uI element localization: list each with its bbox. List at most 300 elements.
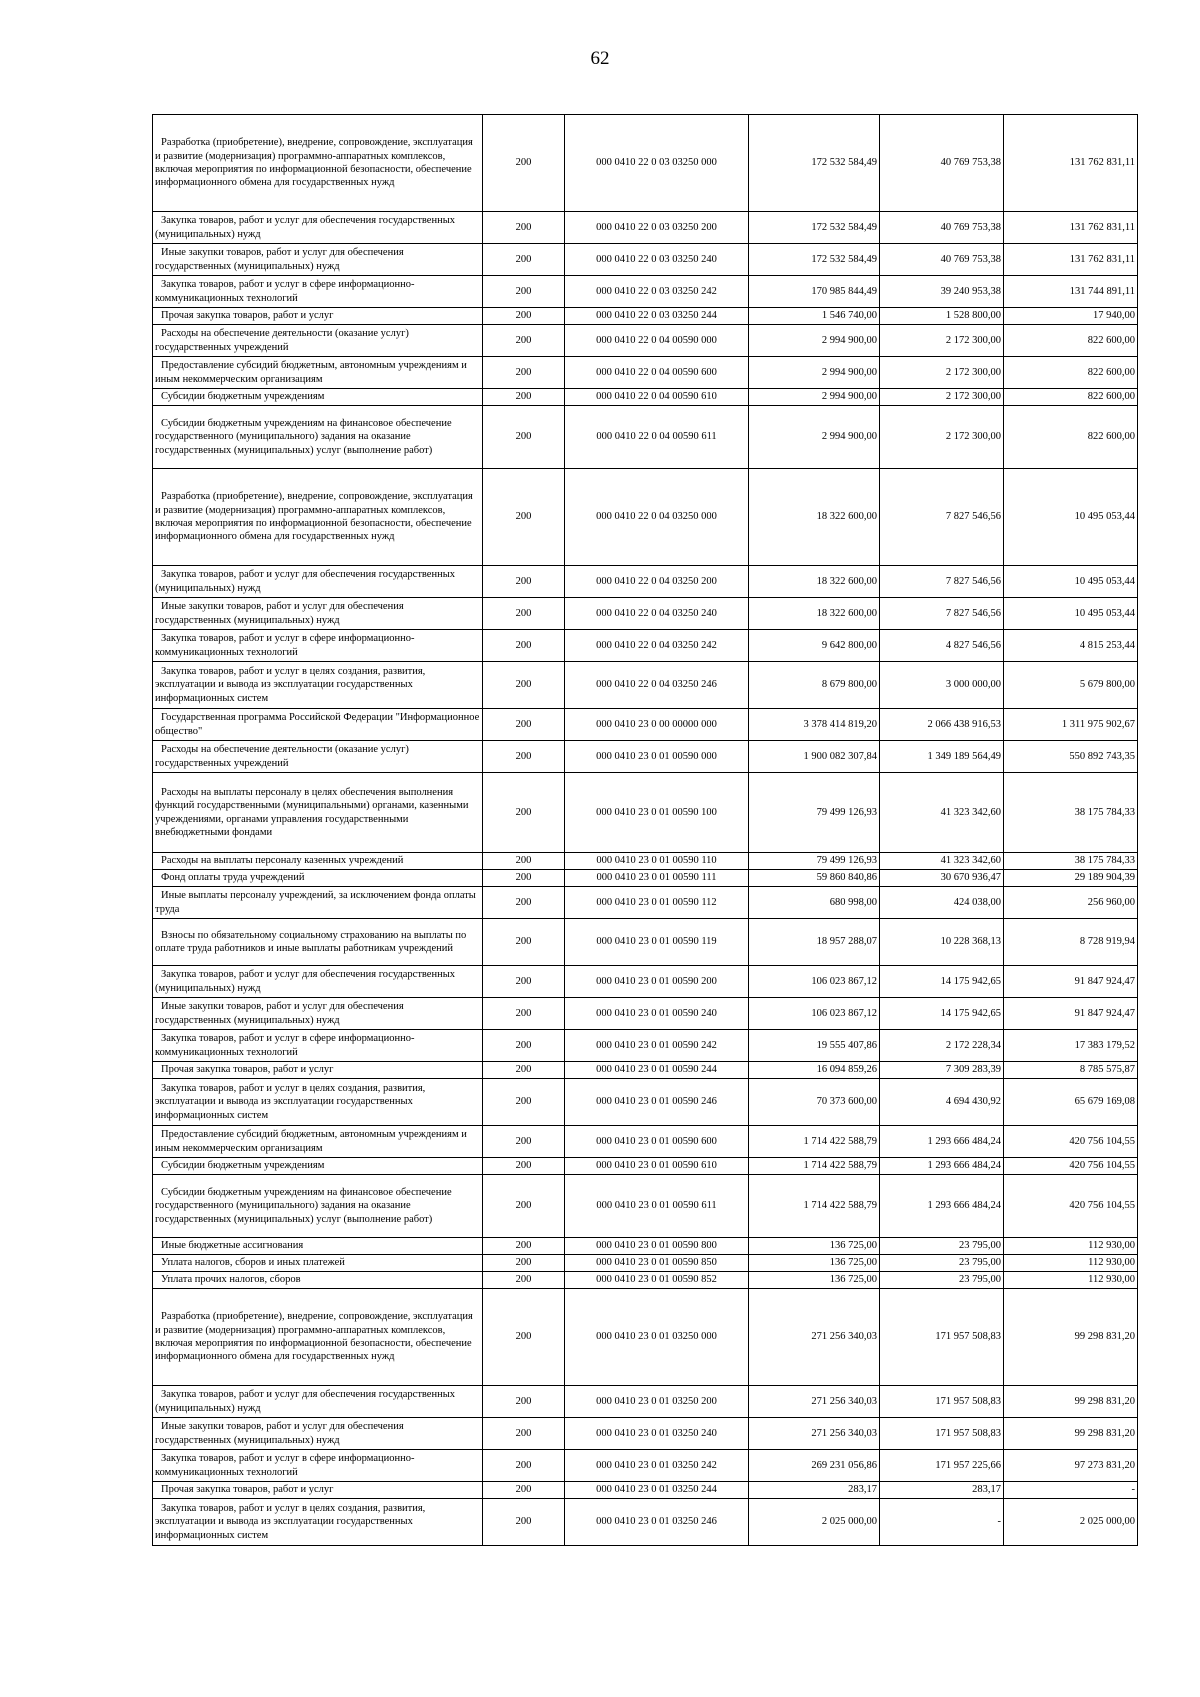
expense-name-text: Закупка товаров, работ и услуг в сфере информационно-коммуникационных технологий (155, 1453, 415, 1478)
expense-name-text: Уплата прочих налогов, сборов (161, 1274, 301, 1286)
expense-name-text: Иные бюджетные ассигнования (161, 1240, 304, 1252)
table-row (153, 919, 1138, 966)
unexecuted-amount-cell: 4 815 253,44 (1004, 630, 1138, 662)
expense-name-text: Закупка товаров, работ и услуг для обеспечения государственных (муниципальных) нужд (155, 569, 456, 594)
line-code-cell: 200 (483, 325, 565, 357)
approved-amount-cell: 136 725,00 (749, 1255, 880, 1272)
unexecuted-amount-cell: 99 298 831,20 (1004, 1418, 1138, 1450)
executed-amount-cell: 7 827 546,56 (880, 598, 1004, 630)
approved-amount-cell: 271 256 340,03 (749, 1418, 880, 1450)
table-row (153, 1062, 1138, 1079)
table-row (153, 630, 1138, 662)
expense-name-cell (153, 389, 483, 406)
table-row (153, 1289, 1138, 1386)
line-code-cell: 200 (483, 1062, 565, 1079)
budget-class-code-cell: 000 0410 23 0 01 03250 242 (565, 1450, 749, 1482)
executed-amount-cell: 2 172 228,34 (880, 1030, 1004, 1062)
line-code-cell: 200 (483, 887, 565, 919)
executed-amount-cell: 7 827 546,56 (880, 566, 1004, 598)
table-row (153, 1450, 1138, 1482)
expense-name-cell (153, 1272, 483, 1289)
line-code-cell: 200 (483, 1255, 565, 1272)
approved-amount-cell: 18 322 600,00 (749, 598, 880, 630)
line-code-cell: 200 (483, 1289, 565, 1386)
executed-amount-cell: 1 293 666 484,24 (880, 1126, 1004, 1158)
approved-amount-cell: 283,17 (749, 1482, 880, 1499)
budget-class-code-cell: 000 0410 23 0 01 00590 246 (565, 1079, 749, 1126)
approved-amount-cell: 269 231 056,86 (749, 1450, 880, 1482)
unexecuted-amount-cell: 29 189 904,39 (1004, 870, 1138, 887)
approved-amount-cell: 106 023 867,12 (749, 966, 880, 998)
unexecuted-amount-cell: 131 762 831,11 (1004, 244, 1138, 276)
line-code-cell: 200 (483, 709, 565, 741)
unexecuted-amount-cell: 550 892 743,35 (1004, 741, 1138, 773)
approved-amount-cell: 1 714 422 588,79 (749, 1158, 880, 1175)
line-code-cell: 200 (483, 406, 565, 469)
executed-amount-cell: 40 769 753,38 (880, 115, 1004, 212)
expense-name-text: Субсидии бюджетным учреждениям (161, 391, 325, 403)
expense-name-text: Субсидии бюджетным учреждениям (161, 1160, 325, 1172)
expense-name-text: Прочая закупка товаров, работ и услуг (161, 1484, 334, 1496)
unexecuted-amount-cell: 1 311 975 902,67 (1004, 709, 1138, 741)
table-row (153, 998, 1138, 1030)
expense-name-cell (153, 887, 483, 919)
line-code-cell: 200 (483, 1272, 565, 1289)
unexecuted-amount-cell: 91 847 924,47 (1004, 998, 1138, 1030)
expense-name-text: Уплата налогов, сборов и иных платежей (161, 1257, 345, 1269)
table-row (153, 389, 1138, 406)
unexecuted-amount-cell: 10 495 053,44 (1004, 598, 1138, 630)
line-code-cell: 200 (483, 773, 565, 853)
table-row (153, 966, 1138, 998)
approved-amount-cell: 9 642 800,00 (749, 630, 880, 662)
executed-amount-cell: 23 795,00 (880, 1255, 1004, 1272)
approved-amount-cell: 2 994 900,00 (749, 357, 880, 389)
expense-name-cell (153, 598, 483, 630)
line-code-cell: 200 (483, 741, 565, 773)
line-code-cell: 200 (483, 662, 565, 709)
budget-class-code-cell: 000 0410 22 0 04 03250 200 (565, 566, 749, 598)
budget-class-code-cell: 000 0410 22 0 04 00590 600 (565, 357, 749, 389)
expense-name-text: Расходы на обеспечение деятельности (оказание услуг) государственных учреждений (155, 328, 409, 353)
executed-amount-cell: 2 172 300,00 (880, 357, 1004, 389)
unexecuted-amount-cell: 5 679 800,00 (1004, 662, 1138, 709)
budget-class-code-cell: 000 0410 23 0 00 00000 000 (565, 709, 749, 741)
budget-class-code-cell: 000 0410 23 0 01 00590 800 (565, 1238, 749, 1255)
expense-name-cell (153, 1289, 483, 1386)
executed-amount-cell: 4 694 430,92 (880, 1079, 1004, 1126)
line-code-cell: 200 (483, 1030, 565, 1062)
executed-amount-cell: - (880, 1499, 1004, 1546)
unexecuted-amount-cell: 112 930,00 (1004, 1255, 1138, 1272)
unexecuted-amount-cell: 131 744 891,11 (1004, 276, 1138, 308)
table-row (153, 276, 1138, 308)
table-row (153, 1386, 1138, 1418)
table-row (153, 1482, 1138, 1499)
line-code-cell: 200 (483, 1482, 565, 1499)
budget-class-code-cell: 000 0410 23 0 01 03250 246 (565, 1499, 749, 1546)
executed-amount-cell: 1 293 666 484,24 (880, 1158, 1004, 1175)
line-code-cell: 200 (483, 1126, 565, 1158)
budget-class-code-cell: 000 0410 23 0 01 00590 200 (565, 966, 749, 998)
expense-name-text: Иные выплаты персоналу учреждений, за исключением фонда оплаты труда (155, 890, 476, 915)
budget-class-code-cell: 000 0410 23 0 01 03250 000 (565, 1289, 749, 1386)
executed-amount-cell: 14 175 942,65 (880, 998, 1004, 1030)
unexecuted-amount-cell: 97 273 831,20 (1004, 1450, 1138, 1482)
expense-name-text: Закупка товаров, работ и услуг для обеспечения государственных (муниципальных) нужд (155, 969, 456, 994)
unexecuted-amount-cell: 17 383 179,52 (1004, 1030, 1138, 1062)
line-code-cell: 200 (483, 1386, 565, 1418)
line-code-cell: 200 (483, 212, 565, 244)
executed-amount-cell: 39 240 953,38 (880, 276, 1004, 308)
executed-amount-cell: 171 957 508,83 (880, 1418, 1004, 1450)
expense-name-cell (153, 1126, 483, 1158)
approved-amount-cell: 2 994 900,00 (749, 389, 880, 406)
table-row (153, 1499, 1138, 1546)
expense-name-text: Разработка (приобретение), внедрение, сопровождение, эксплуатация и развитие (модернизация) программно-аппаратных комплексов, включая мероприятия по информационной безопасности, обеспечение информационного обмена для государственных нужд (155, 491, 473, 543)
expense-name-cell (153, 1418, 483, 1450)
executed-amount-cell: 41 323 342,60 (880, 853, 1004, 870)
executed-amount-cell: 23 795,00 (880, 1272, 1004, 1289)
expense-name-cell (153, 244, 483, 276)
approved-amount-cell: 1 714 422 588,79 (749, 1175, 880, 1238)
approved-amount-cell: 172 532 584,49 (749, 244, 880, 276)
expense-name-text: Иные закупки товаров, работ и услуг для обеспечения государственных (муниципальных) нужд (155, 601, 404, 626)
expense-name-cell (153, 1079, 483, 1126)
executed-amount-cell: 10 228 368,13 (880, 919, 1004, 966)
approved-amount-cell: 271 256 340,03 (749, 1289, 880, 1386)
table-row (153, 325, 1138, 357)
budget-class-code-cell: 000 0410 23 0 01 00590 000 (565, 741, 749, 773)
executed-amount-cell: 4 827 546,56 (880, 630, 1004, 662)
table-row (153, 1030, 1138, 1062)
expense-name-cell (153, 1030, 483, 1062)
expense-name-text: Фонд оплаты труда учреждений (161, 872, 305, 884)
budget-class-code-cell: 000 0410 22 0 04 03250 000 (565, 469, 749, 566)
expense-name-cell (153, 1386, 483, 1418)
line-code-cell: 200 (483, 853, 565, 870)
budget-class-code-cell: 000 0410 22 0 03 03250 242 (565, 276, 749, 308)
expense-name-cell (153, 325, 483, 357)
expense-name-cell (153, 566, 483, 598)
executed-amount-cell: 1 293 666 484,24 (880, 1175, 1004, 1238)
line-code-cell: 200 (483, 357, 565, 389)
table-row (153, 1238, 1138, 1255)
expense-name-text: Взносы по обязательному социальному страхованию на выплаты по оплате труда работников и иные выплаты работникам учреждений (155, 929, 467, 954)
table-row (153, 598, 1138, 630)
unexecuted-amount-cell: 65 679 169,08 (1004, 1079, 1138, 1126)
table-row (153, 1272, 1138, 1289)
table-row (153, 212, 1138, 244)
table-row (153, 1175, 1138, 1238)
unexecuted-amount-cell: 38 175 784,33 (1004, 773, 1138, 853)
line-code-cell: 200 (483, 998, 565, 1030)
expense-name-cell (153, 115, 483, 212)
page-number: 62 (590, 48, 610, 69)
executed-amount-cell: 23 795,00 (880, 1238, 1004, 1255)
approved-amount-cell: 18 957 288,07 (749, 919, 880, 966)
table-row (153, 1418, 1138, 1450)
expense-name-text: Закупка товаров, работ и услуг в сфере информационно-коммуникационных технологий (155, 1033, 415, 1058)
unexecuted-amount-cell: 2 025 000,00 (1004, 1499, 1138, 1546)
expense-name-cell (153, 1238, 483, 1255)
budget-class-code-cell: 000 0410 22 0 03 03250 000 (565, 115, 749, 212)
executed-amount-cell: 7 827 546,56 (880, 469, 1004, 566)
approved-amount-cell: 59 860 840,86 (749, 870, 880, 887)
expense-name-text: Закупка товаров, работ и услуг для обеспечения государственных (муниципальных) нужд (155, 1389, 456, 1414)
unexecuted-amount-cell: 17 940,00 (1004, 308, 1138, 325)
expense-name-cell (153, 357, 483, 389)
budget-class-code-cell: 000 0410 23 0 01 00590 112 (565, 887, 749, 919)
table-row (153, 566, 1138, 598)
approved-amount-cell: 170 985 844,49 (749, 276, 880, 308)
line-code-cell: 200 (483, 115, 565, 212)
approved-amount-cell: 106 023 867,12 (749, 998, 880, 1030)
unexecuted-amount-cell: 8 785 575,87 (1004, 1062, 1138, 1079)
table-row (153, 870, 1138, 887)
executed-amount-cell: 14 175 942,65 (880, 966, 1004, 998)
executed-amount-cell: 40 769 753,38 (880, 212, 1004, 244)
table-row (153, 115, 1138, 212)
line-code-cell: 200 (483, 1175, 565, 1238)
expense-name-cell (153, 662, 483, 709)
expense-name-text: Разработка (приобретение), внедрение, сопровождение, эксплуатация и развитие (модернизация) программно-аппаратных комплексов, включая мероприятия по информационной безопасности, обеспечение информационного обмена для государственных нужд (155, 1311, 473, 1363)
table-row (153, 469, 1138, 566)
budget-class-code-cell: 000 0410 22 0 04 03250 246 (565, 662, 749, 709)
expense-name-cell (153, 1450, 483, 1482)
approved-amount-cell: 79 499 126,93 (749, 853, 880, 870)
expense-name-text: Закупка товаров, работ и услуг в сфере информационно-коммуникационных технологий (155, 633, 415, 658)
executed-amount-cell: 41 323 342,60 (880, 773, 1004, 853)
expense-name-cell (153, 919, 483, 966)
table-row (153, 406, 1138, 469)
budget-class-code-cell: 000 0410 23 0 01 00590 242 (565, 1030, 749, 1062)
expense-name-cell (153, 630, 483, 662)
expense-name-text: Предоставление субсидий бюджетным, автономным учреждениям и иным некоммерческим организациям (155, 1129, 467, 1154)
line-code-cell: 200 (483, 870, 565, 887)
expense-name-cell (153, 1255, 483, 1272)
unexecuted-amount-cell: 822 600,00 (1004, 357, 1138, 389)
line-code-cell: 200 (483, 966, 565, 998)
unexecuted-amount-cell: 131 762 831,11 (1004, 115, 1138, 212)
unexecuted-amount-cell: 420 756 104,55 (1004, 1175, 1138, 1238)
approved-amount-cell: 680 998,00 (749, 887, 880, 919)
unexecuted-amount-cell: 99 298 831,20 (1004, 1289, 1138, 1386)
expense-name-cell (153, 1175, 483, 1238)
expense-name-cell (153, 1062, 483, 1079)
executed-amount-cell: 30 670 936,47 (880, 870, 1004, 887)
table-row (153, 773, 1138, 853)
budget-class-code-cell: 000 0410 23 0 01 00590 244 (565, 1062, 749, 1079)
table-row (153, 357, 1138, 389)
approved-amount-cell: 16 094 859,26 (749, 1062, 880, 1079)
unexecuted-amount-cell: 822 600,00 (1004, 406, 1138, 469)
unexecuted-amount-cell: 38 175 784,33 (1004, 853, 1138, 870)
table-row (153, 662, 1138, 709)
unexecuted-amount-cell: 420 756 104,55 (1004, 1158, 1138, 1175)
line-code-cell: 200 (483, 598, 565, 630)
line-code-cell: 200 (483, 1450, 565, 1482)
executed-amount-cell: 283,17 (880, 1482, 1004, 1499)
expense-name-text: Предоставление субсидий бюджетным, автономным учреждениям и иным некоммерческим организациям (155, 360, 467, 385)
executed-amount-cell: 2 172 300,00 (880, 325, 1004, 357)
table-row (153, 1158, 1138, 1175)
expense-name-cell (153, 853, 483, 870)
budget-class-code-cell: 000 0410 23 0 01 00590 111 (565, 870, 749, 887)
expense-name-cell (153, 998, 483, 1030)
line-code-cell: 200 (483, 1238, 565, 1255)
expense-name-text: Государственная программа Российской Федерации "Информационное общество" (155, 712, 480, 737)
approved-amount-cell: 3 378 414 819,20 (749, 709, 880, 741)
table-body (153, 115, 1138, 1546)
budget-execution-table (152, 114, 1138, 1546)
budget-class-code-cell: 000 0410 22 0 04 00590 000 (565, 325, 749, 357)
approved-amount-cell: 271 256 340,03 (749, 1386, 880, 1418)
table-row (153, 1255, 1138, 1272)
line-code-cell: 200 (483, 276, 565, 308)
unexecuted-amount-cell: 91 847 924,47 (1004, 966, 1138, 998)
approved-amount-cell: 172 532 584,49 (749, 212, 880, 244)
approved-amount-cell: 1 900 082 307,84 (749, 741, 880, 773)
expense-name-text: Субсидии бюджетным учреждениям на финансовое обеспечение государственного (муниципального) задания на оказание государственных (муниципальных) услуг (выполнение работ) (155, 1186, 452, 1225)
approved-amount-cell: 2 994 900,00 (749, 406, 880, 469)
expense-name-cell (153, 773, 483, 853)
expense-name-text: Иные закупки товаров, работ и услуг для обеспечения государственных (муниципальных) нужд (155, 247, 404, 272)
unexecuted-amount-cell: 822 600,00 (1004, 325, 1138, 357)
budget-class-code-cell: 000 0410 22 0 04 00590 611 (565, 406, 749, 469)
budget-class-code-cell: 000 0410 22 0 03 03250 240 (565, 244, 749, 276)
expense-name-text: Расходы на выплаты персоналу казенных учреждений (161, 855, 404, 867)
unexecuted-amount-cell: 8 728 919,94 (1004, 919, 1138, 966)
expense-name-text: Иные закупки товаров, работ и услуг для обеспечения государственных (муниципальных) нужд (155, 1421, 404, 1446)
unexecuted-amount-cell: 10 495 053,44 (1004, 566, 1138, 598)
executed-amount-cell: 2 172 300,00 (880, 406, 1004, 469)
budget-class-code-cell: 000 0410 23 0 01 00590 611 (565, 1175, 749, 1238)
expense-name-cell (153, 966, 483, 998)
budget-class-code-cell: 000 0410 22 0 03 03250 244 (565, 308, 749, 325)
approved-amount-cell: 18 322 600,00 (749, 469, 880, 566)
expense-name-cell (153, 308, 483, 325)
budget-class-code-cell: 000 0410 22 0 04 03250 242 (565, 630, 749, 662)
approved-amount-cell: 18 322 600,00 (749, 566, 880, 598)
approved-amount-cell: 172 532 584,49 (749, 115, 880, 212)
expense-name-text: Иные закупки товаров, работ и услуг для обеспечения государственных (муниципальных) нужд (155, 1001, 404, 1026)
approved-amount-cell: 1 546 740,00 (749, 308, 880, 325)
expense-name-text: Прочая закупка товаров, работ и услуг (161, 310, 334, 322)
expense-name-cell (153, 1482, 483, 1499)
budget-class-code-cell: 000 0410 23 0 01 00590 119 (565, 919, 749, 966)
unexecuted-amount-cell: 112 930,00 (1004, 1272, 1138, 1289)
expense-name-text: Прочая закупка товаров, работ и услуг (161, 1064, 334, 1076)
budget-class-code-cell: 000 0410 22 0 04 03250 240 (565, 598, 749, 630)
executed-amount-cell: 3 000 000,00 (880, 662, 1004, 709)
unexecuted-amount-cell: 256 960,00 (1004, 887, 1138, 919)
expense-name-cell (153, 469, 483, 566)
expense-name-cell (153, 212, 483, 244)
expense-name-text: Разработка (приобретение), внедрение, сопровождение, эксплуатация и развитие (модернизация) программно-аппаратных комплексов, включая мероприятия по информационной безопасности, обеспечение информационного обмена для государственных нужд (155, 137, 473, 189)
expense-name-cell (153, 709, 483, 741)
expense-name-text: Расходы на обеспечение деятельности (оказание услуг) государственных учреждений (155, 744, 409, 769)
approved-amount-cell: 136 725,00 (749, 1238, 880, 1255)
table-row (153, 308, 1138, 325)
executed-amount-cell: 40 769 753,38 (880, 244, 1004, 276)
budget-class-code-cell: 000 0410 22 0 03 03250 200 (565, 212, 749, 244)
table-row (153, 1079, 1138, 1126)
line-code-cell: 200 (483, 389, 565, 406)
table-row (153, 741, 1138, 773)
expense-name-cell (153, 741, 483, 773)
unexecuted-amount-cell: 112 930,00 (1004, 1238, 1138, 1255)
table-row (153, 1126, 1138, 1158)
table-row (153, 853, 1138, 870)
expense-name-text: Закупка товаров, работ и услуг в сфере информационно-коммуникационных технологий (155, 279, 415, 304)
table-row (153, 244, 1138, 276)
budget-class-code-cell: 000 0410 23 0 01 00590 852 (565, 1272, 749, 1289)
budget-class-code-cell: 000 0410 23 0 01 00590 100 (565, 773, 749, 853)
line-code-cell: 200 (483, 1079, 565, 1126)
expense-name-cell (153, 870, 483, 887)
table-row (153, 887, 1138, 919)
budget-class-code-cell: 000 0410 23 0 01 03250 244 (565, 1482, 749, 1499)
executed-amount-cell: 424 038,00 (880, 887, 1004, 919)
budget-class-code-cell: 000 0410 23 0 01 00590 600 (565, 1126, 749, 1158)
approved-amount-cell: 79 499 126,93 (749, 773, 880, 853)
line-code-cell: 200 (483, 919, 565, 966)
budget-class-code-cell: 000 0410 23 0 01 03250 240 (565, 1418, 749, 1450)
approved-amount-cell: 70 373 600,00 (749, 1079, 880, 1126)
unexecuted-amount-cell: - (1004, 1482, 1138, 1499)
expense-name-text: Расходы на выплаты персоналу в целях обеспечения выполнения функций государственными (муниципальными) органами, казенными учреждениями, органами управления государственными внебюджетными фондами (155, 786, 469, 838)
table-row (153, 709, 1138, 741)
approved-amount-cell: 8 679 800,00 (749, 662, 880, 709)
line-code-cell: 200 (483, 1499, 565, 1546)
line-code-cell: 200 (483, 566, 565, 598)
unexecuted-amount-cell: 822 600,00 (1004, 389, 1138, 406)
line-code-cell: 200 (483, 1418, 565, 1450)
line-code-cell: 200 (483, 308, 565, 325)
expense-name-text: Субсидии бюджетным учреждениям на финансовое обеспечение государственного (муниципального) задания на оказание государственных (муниципальных) услуг (выполнение работ) (155, 417, 452, 456)
expense-name-text: Закупка товаров, работ и услуг в целях создания, развития, эксплуатации и вывода из эксплуатации государственных информационных систем (155, 665, 426, 704)
approved-amount-cell: 2 025 000,00 (749, 1499, 880, 1546)
approved-amount-cell: 19 555 407,86 (749, 1030, 880, 1062)
unexecuted-amount-cell: 10 495 053,44 (1004, 469, 1138, 566)
unexecuted-amount-cell: 131 762 831,11 (1004, 212, 1138, 244)
executed-amount-cell: 7 309 283,39 (880, 1062, 1004, 1079)
budget-class-code-cell: 000 0410 23 0 01 00590 110 (565, 853, 749, 870)
line-code-cell: 200 (483, 244, 565, 276)
expense-name-cell (153, 276, 483, 308)
expense-name-text: Закупка товаров, работ и услуг в целях создания, развития, эксплуатации и вывода из эксплуатации государственных информационных систем (155, 1502, 426, 1541)
expense-name-cell (153, 406, 483, 469)
budget-class-code-cell: 000 0410 23 0 01 00590 610 (565, 1158, 749, 1175)
approved-amount-cell: 2 994 900,00 (749, 325, 880, 357)
unexecuted-amount-cell: 420 756 104,55 (1004, 1126, 1138, 1158)
line-code-cell: 200 (483, 1158, 565, 1175)
executed-amount-cell: 171 957 508,83 (880, 1386, 1004, 1418)
approved-amount-cell: 1 714 422 588,79 (749, 1126, 880, 1158)
executed-amount-cell: 2 172 300,00 (880, 389, 1004, 406)
approved-amount-cell: 136 725,00 (749, 1272, 880, 1289)
line-code-cell: 200 (483, 630, 565, 662)
executed-amount-cell: 171 957 508,83 (880, 1289, 1004, 1386)
expense-name-text: Закупка товаров, работ и услуг для обеспечения государственных (муниципальных) нужд (155, 215, 456, 240)
executed-amount-cell: 2 066 438 916,53 (880, 709, 1004, 741)
expense-name-cell (153, 1499, 483, 1546)
executed-amount-cell: 1 349 189 564,49 (880, 741, 1004, 773)
unexecuted-amount-cell: 99 298 831,20 (1004, 1386, 1138, 1418)
expense-name-cell (153, 1158, 483, 1175)
executed-amount-cell: 171 957 225,66 (880, 1450, 1004, 1482)
